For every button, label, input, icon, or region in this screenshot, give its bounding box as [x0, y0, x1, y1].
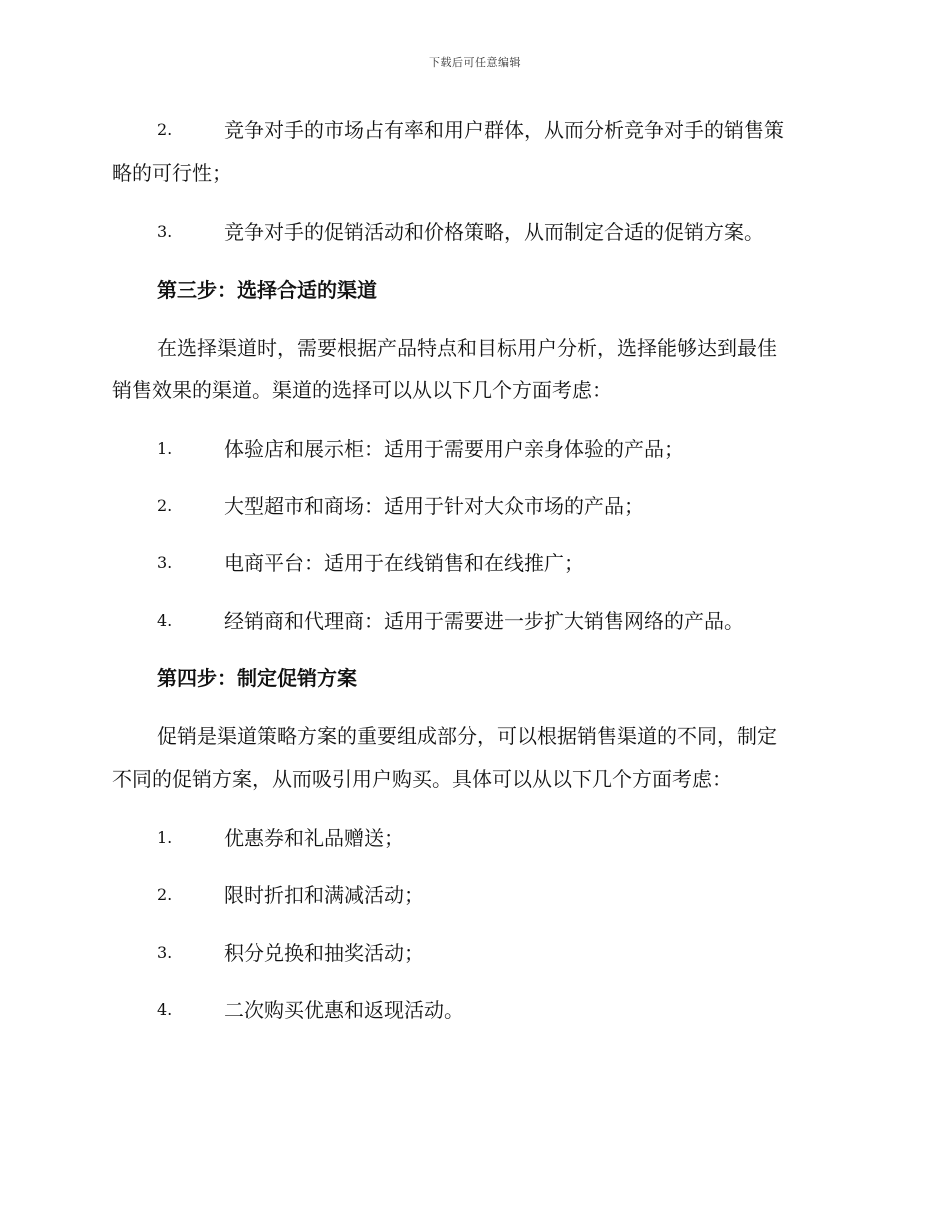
section-heading-step3: 第三步：选择合适的渠道 — [157, 278, 377, 302]
list-item-text: 积分兑换和抽奖活动； — [224, 941, 424, 965]
list-item-number: 3. — [157, 222, 173, 241]
list-item-number: 2. — [157, 496, 173, 515]
list-item-number: 2. — [157, 120, 173, 139]
paragraph-line: 不同的促销方案，从而吸引用户购买。具体可以从以下几个方面考虑： — [112, 767, 732, 791]
list-item-text: 限时折扣和满减活动； — [224, 883, 424, 907]
list-item-number: 2. — [157, 885, 173, 904]
paragraph-line: 销售效果的渠道。渠道的选择可以从以下几个方面考虑： — [112, 378, 612, 402]
paragraph-line: 促销是渠道策略方案的重要组成部分，可以根据销售渠道的不同，制定 — [157, 724, 777, 748]
list-item-text: 体验店和展示柜：适用于需要用户亲身体验的产品； — [224, 437, 684, 461]
list-item-number: 3. — [157, 553, 173, 572]
list-item-number: 3. — [157, 943, 173, 962]
list-item-number: 1. — [157, 439, 173, 458]
section-heading-step4: 第四步：制定促销方案 — [157, 666, 357, 690]
list-item-text: 经销商和代理商：适用于需要进一步扩大销售网络的产品。 — [224, 609, 744, 633]
list-item-number: 1. — [157, 828, 173, 847]
header-note: 下载后可任意编辑 — [429, 56, 521, 69]
list-item-text: 竞争对手的促销活动和价格策略，从而制定合适的促销方案。 — [224, 220, 764, 244]
list-item-number: 4. — [157, 611, 173, 630]
list-item-text: 竞争对手的市场占有率和用户群体，从而分析竞争对手的销售策 — [224, 118, 784, 142]
list-item-text-continued: 略的可行性； — [112, 161, 232, 185]
list-item-text: 二次购买优惠和返现活动。 — [224, 998, 464, 1022]
list-item-text: 电商平台：适用于在线销售和在线推广； — [224, 551, 584, 575]
paragraph-line: 在选择渠道时，需要根据产品特点和目标用户分析，选择能够达到最佳 — [157, 336, 777, 360]
list-item-number: 4. — [157, 1000, 173, 1019]
list-item-text: 优惠券和礼品赠送； — [224, 826, 404, 850]
list-item-text: 大型超市和商场：适用于针对大众市场的产品； — [224, 494, 644, 518]
